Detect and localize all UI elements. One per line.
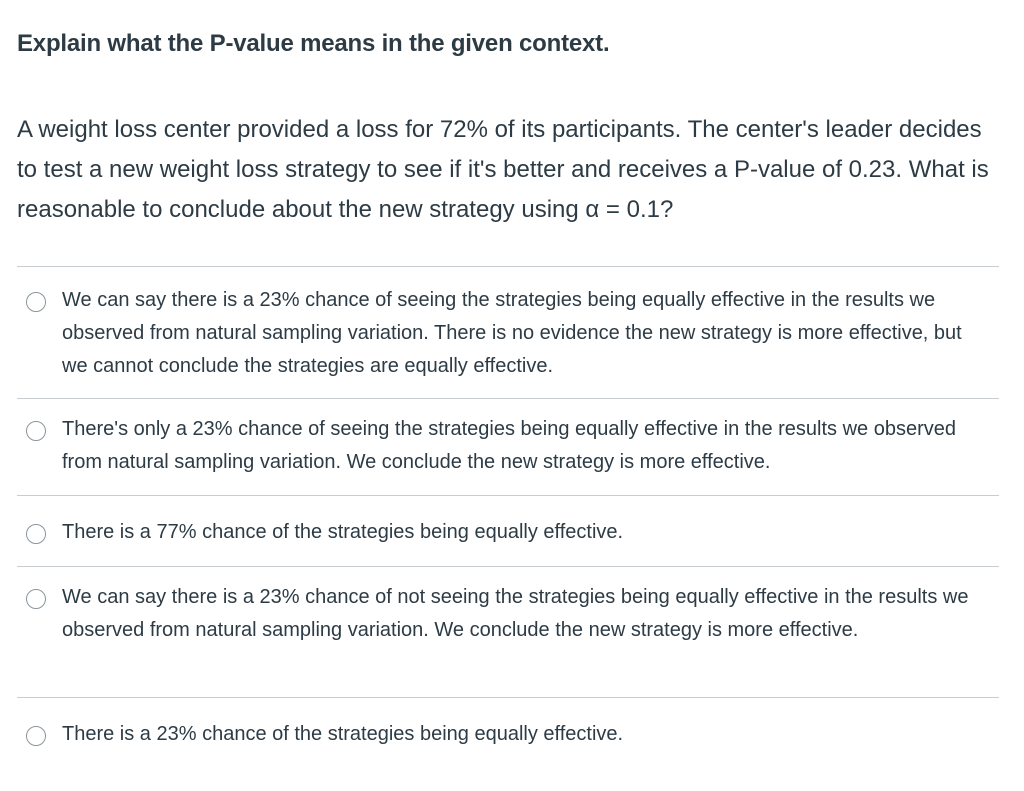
answer-option-2[interactable] xyxy=(17,399,999,496)
question-title: Explain what the P-value means in the given context. xyxy=(17,30,610,57)
radio-button[interactable] xyxy=(26,421,46,441)
answer-text: There is a 23% chance of the strategies being equally effective. xyxy=(62,723,624,745)
answer-text: We can say there is a 23% chance of not seeing the strategies being equally effective in the results we observed from natural sampling variation. We conclude the new strategy is more effective. xyxy=(62,586,969,641)
radio-button[interactable] xyxy=(26,589,46,609)
answer-text: There's only a 23% chance of seeing the strategies being equally effective in the results we observed from natural sampling variation. We conclude the new strategy is more effective. xyxy=(62,418,956,473)
answer-text: We can say there is a 23% chance of seeing the strategies being equally effective in the results we observed from natural sampling variation. There is no evidence the new strategy is more effective, but we cannot conclude the strategies are equally effective. xyxy=(62,289,962,377)
answer-option-5[interactable] xyxy=(17,698,999,768)
question-text: A weight loss center provided a loss for 72% of its participants. The center's leader decides to test a new weight loss strategy to see if it's better and receives a P-value of 0.23. What is reasonable to conclude about the new strategy using α = 0.1? xyxy=(17,116,989,223)
answer-option-3[interactable] xyxy=(17,496,999,567)
radio-button[interactable] xyxy=(26,726,46,746)
answer-list xyxy=(17,266,999,768)
answer-option-1[interactable] xyxy=(17,267,999,399)
radio-button[interactable] xyxy=(26,292,46,312)
answer-option-4[interactable] xyxy=(17,567,999,698)
answer-text: There is a 77% chance of the strategies being equally effective. xyxy=(62,521,624,543)
radio-button[interactable] xyxy=(26,524,46,544)
